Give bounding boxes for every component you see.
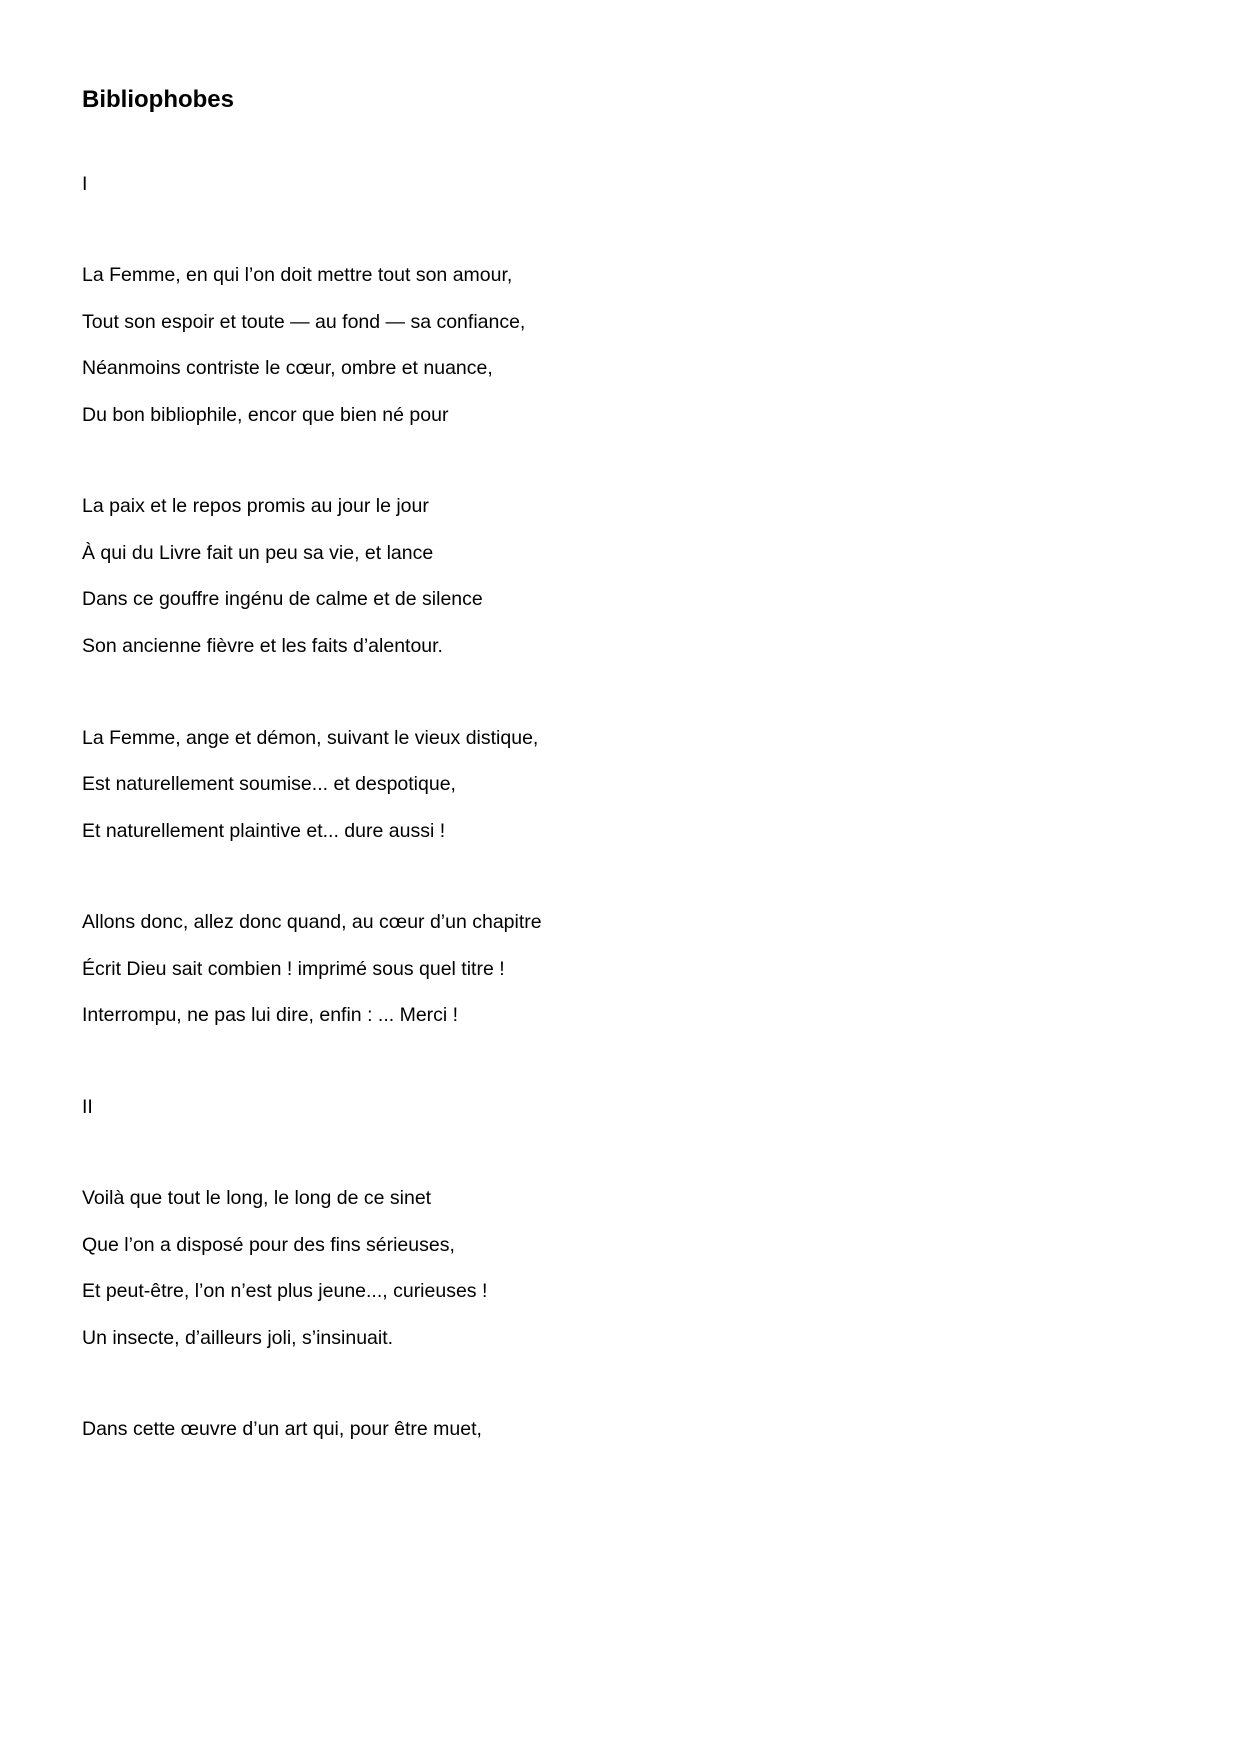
verse-line: La Femme, ange et démon, suivant le vieux distique,: [82, 727, 539, 749]
poem-title: Bibliophobes: [82, 86, 234, 113]
verse-line: La paix et le repos promis au jour le jour: [82, 495, 429, 517]
verse-line: Est naturellement soumise... et despotique,: [82, 773, 456, 795]
verse-line: Allons donc, allez donc quand, au cœur d’un chapitre: [82, 911, 542, 933]
verse-line: Un insecte, d’ailleurs joli, s’insinuait.: [82, 1327, 394, 1349]
verse-line: Dans cette œuvre d’un art qui, pour être muet,: [82, 1418, 482, 1440]
verse-line: Son ancienne fièvre et les faits d’alentour.: [82, 635, 443, 657]
verse-line: Dans ce gouffre ingénu de calme et de silence: [82, 588, 483, 610]
verse-line: Écrit Dieu sait combien ! imprimé sous quel titre !: [82, 958, 505, 980]
verse-line: Que l’on a disposé pour des fins sérieuses,: [82, 1234, 455, 1256]
verse-line: Et naturellement plaintive et... dure aussi !: [82, 820, 446, 842]
verse-line: Et peut-être, l’on n’est plus jeune..., curieuses !: [82, 1280, 488, 1302]
verse-line: Tout son espoir et toute — au fond — sa confiance,: [82, 311, 526, 333]
section-numeral: II: [82, 1096, 93, 1118]
verse-line: À qui du Livre fait un peu sa vie, et lance: [82, 542, 434, 564]
verse-line: La Femme, en qui l’on doit mettre tout son amour,: [82, 264, 513, 286]
section-numeral: I: [82, 173, 88, 195]
verse-line: Interrompu, ne pas lui dire, enfin : ... Merci !: [82, 1004, 459, 1026]
verse-line: Voilà que tout le long, le long de ce sinet: [82, 1187, 432, 1209]
verse-line: Du bon bibliophile, encor que bien né pour: [82, 404, 449, 426]
verse-line: Néanmoins contriste le cœur, ombre et nuance,: [82, 357, 493, 379]
